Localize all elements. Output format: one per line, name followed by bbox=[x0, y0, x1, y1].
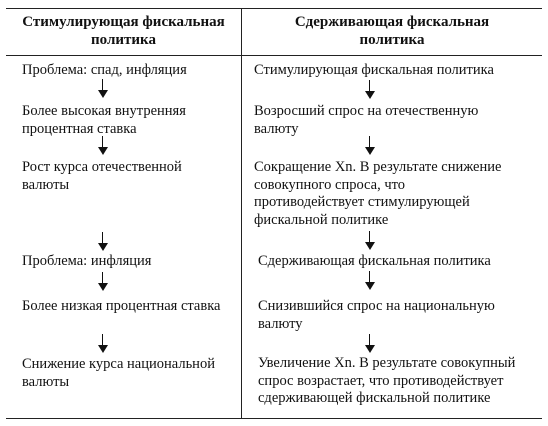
left-step-6-line-1: Снижение курса национальной bbox=[22, 356, 215, 372]
right-step-3-line-1: Сокращение Xn. В результате снижение bbox=[254, 159, 502, 175]
down-arrow-icon bbox=[365, 334, 375, 353]
left-step-2-line-2: процентная ставка bbox=[22, 120, 137, 137]
right-step-1-line-1: Стимулирующая фискальная политика bbox=[254, 62, 494, 78]
left-step-4 bbox=[22, 253, 151, 271]
left-step-1-line-1: Проблема: спад, инфляция bbox=[22, 62, 187, 78]
down-arrow-icon bbox=[365, 80, 375, 99]
right-step-4-line-1: Сдерживающая фискальная политика bbox=[258, 253, 491, 269]
down-arrow-icon bbox=[365, 136, 375, 155]
down-arrow-icon bbox=[98, 334, 108, 353]
right-step-5-line-1: Снизившийся спрос на национальную bbox=[258, 298, 495, 314]
right-step-6-line-1: Увеличение Xn. В результате совокупный bbox=[258, 355, 516, 371]
left-step-3 bbox=[22, 159, 182, 194]
right-step-3-line-2: совокупного спроса, что bbox=[254, 176, 406, 193]
right-step-6 bbox=[258, 355, 515, 408]
right-column-header bbox=[242, 13, 542, 49]
right-step-2 bbox=[254, 103, 478, 138]
left-column-header bbox=[6, 13, 241, 49]
down-arrow-icon bbox=[365, 231, 375, 250]
left-header-line-1: Стимулирующая фискальная bbox=[22, 14, 225, 30]
right-step-6-line-2: спрос возрастает, что противодействует bbox=[258, 372, 504, 389]
right-step-2-line-2: валюту bbox=[254, 120, 299, 137]
header-divider bbox=[6, 55, 542, 56]
left-step-3-line-2: валюты bbox=[22, 176, 70, 193]
right-step-2-line-1: Возросший спрос на отечественную bbox=[254, 103, 479, 119]
right-header-line-2: политика bbox=[359, 32, 425, 48]
down-arrow-icon bbox=[98, 232, 108, 251]
left-header-line-2: политика bbox=[91, 32, 156, 48]
left-step-2 bbox=[22, 103, 186, 138]
right-step-4 bbox=[258, 253, 491, 271]
right-step-1 bbox=[254, 62, 494, 80]
left-step-5-line-1: Более низкая процентная ставка bbox=[22, 298, 221, 314]
down-arrow-icon bbox=[98, 136, 108, 155]
column-divider bbox=[241, 8, 242, 419]
left-step-6-line-2: валюты bbox=[22, 373, 70, 390]
top-border bbox=[6, 8, 542, 9]
right-step-3 bbox=[254, 159, 501, 229]
left-step-6 bbox=[22, 356, 215, 391]
left-step-2-line-1: Более высокая внутренняя bbox=[22, 103, 186, 119]
down-arrow-icon bbox=[98, 79, 108, 98]
right-step-5-line-2: валюту bbox=[258, 315, 303, 332]
left-step-1 bbox=[22, 62, 187, 80]
right-header-line-1: Сдерживающая фискальная bbox=[294, 14, 490, 30]
right-step-6-line-3: сдерживающей фискальной политике bbox=[258, 390, 491, 406]
right-step-3-line-3: противодействует стимулирующей bbox=[254, 194, 470, 210]
right-step-5 bbox=[258, 298, 495, 333]
down-arrow-icon bbox=[98, 272, 108, 291]
left-step-3-line-1: Рост курса отечественной bbox=[22, 159, 182, 175]
left-step-4-line-1: Проблема: инфляция bbox=[22, 253, 152, 269]
right-step-3-line-4: фискальной политике bbox=[254, 211, 389, 228]
bottom-border bbox=[6, 418, 542, 419]
down-arrow-icon bbox=[365, 271, 375, 290]
left-step-5 bbox=[22, 298, 220, 316]
